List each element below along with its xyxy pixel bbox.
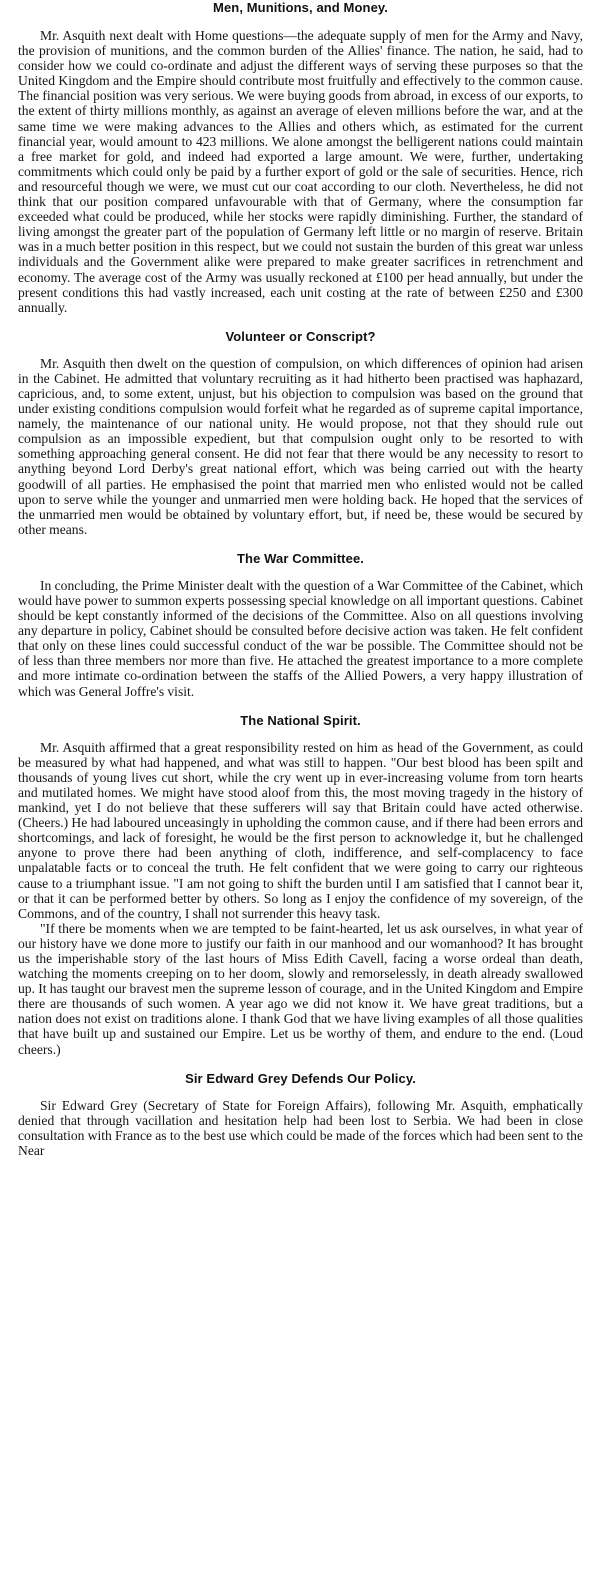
section-men-munitions-money [18,0,583,315]
section-heading: Sir Edward Grey Defends Our Policy. [185,1070,416,1086]
section-war-committee [18,551,583,699]
section-heading: The National Spirit. [240,712,361,728]
section-heading: Volunteer or Conscript? [225,328,376,344]
section-sir-edward-grey [18,1071,583,1158]
section-volunteer-or-conscript [18,329,583,537]
section-heading: Men, Munitions, and Money. [213,0,388,15]
section-national-spirit [18,713,583,1057]
paragraph: Mr. Asquith then dwelt on the question of compulsion, on which differences of opinion had arisen in the Cabinet. He admitted that voluntary recruiting as it had hitherto been practised was haphazard, capricious, and, to some extent, unjust, but his objection to compulsion was based on the ground that under existing conditions compulsion would forfeit what he regarded as of supreme capital importance, namely, the maintenance of our national unity. He would propose, not that they should rule out compulsion as an impossible expedient, but that compulsion ought only to be resorted to with something approaching general consent. He did not fear that there would be any necessity to resort to anything beyond Lord Derby's great national effort, which was being carried out with the hearty goodwill of all parties. He emphasised the point that married men who enlisted would not be called upon to serve while the younger and unmarried men were holding back. He hoped that the services of the unmarried men would be obtained by voluntary effort, but, if need be, these would be secured by other means. [18,355,583,537]
section-heading: The War Committee. [236,550,364,566]
paragraph: Mr. Asquith next dealt with Home questions—the adequate supply of men for the Army and Navy, the provision of munitions, and the common burden of the Allies' finance. The nation, he said, had to consider how we could co-ordinate and adjust the different ways of serving these purposes so that the United Kingdom and the Empire should contribute most fruitfully and effectively to the common cause. The financial position was very serious. We were buying goods from abroad, in excess of our exports, to the extent of thirty millions monthly, as against an average of eleven millions before the war, and at the same time we were making advances to the Allies and others which, as estimated for the current financial year, would amount to 423 millions. We alone amongst the belligerent nations could maintain a free market for gold, and indeed had exported a large amount. We were, further, undertaking commitments which could only be paid by a further export of gold or the sale of securities. Hence, rich and resourceful though we were, we must cut our coat according to our cloth. Nevertheless, he did not think that our position compared unfavourable with that of Germany, where the consumption far exceeded what could be produced, while her stocks were rapidly diminishing. Further, the standard of living amongst the greater part of the population of Germany left little or no margin of reserve. Britain was in a much better position in this respect, but we could not sustain the burden of this great war unless individuals and the Government alike were prepared to make greater sacrifices in retrenchment and economy. The average cost of the Army was usually reckoned at £100 per head annually, but under the present conditions this had vastly increased, each unit costing at the rate of between £250 and £300 annually. [18,28,583,315]
paragraph: Mr. Asquith affirmed that a great responsibility rested on him as head of the Government, as could be measured by what had happened, and what was still to happen. "Our best blood has been spilt and thousands of young lives cut short, while the cry went up in ever-increasing volume from torn hearts and mutilated homes. We might have stood aloof from this, the most moving tragedy in the history of mankind, yet I do not believe that these sufferers will say that Britain could have acted otherwise. (Cheers.) He had laboured unceasingly in upholding the common cause, and if there had been errors and shortcomings, and lack of foresight, he would be the first person to acknowledge it, but he challenged anyone to prove there had been anything of cloth, indifference, and self-complacency to face unpalatable facts or to conceal the truth. He felt confident that we were going to carry our righteous cause to a triumphant issue. "I am not going to shift the burden until I am satisfied that I cannot bear it, or that it can be performed better by others. So long as I enjoy the confidence of my sovereign, of the Commons, and of the country, I shall not surrender this heavy task. [18,739,583,921]
paragraph: "If there be moments when we are tempted to be faint-hearted, let us ask ourselves, in what year of our history have we done more to justify our faith in our manhood and our womanhood? It has brought us the imperishable story of the last hours of Miss Edith Cavell, facing a worse ordeal than death, watching the moments creeping on to her doom, slowly and remorselessly, in death already swallowed up. It has taught our bravest men the supreme lesson of courage, and in the United Kingdom and Empire there are thousands of such women. A year ago we did not know it. We have great traditions, but a nation does not exist on traditions alone. I thank God that we have living examples of all those qualities that have built up and sustained our Empire. Let us be worthy of them, and endure to the end. (Loud cheers.) [18,920,583,1057]
paragraph: Sir Edward Grey (Secretary of State for Foreign Affairs), following Mr. Asquith, emphatically denied that through vacillation and hesitation help had been lost to Serbia. We had been in close consultation with France as to the best use which could be made of the forces which had been sent to the Near [18,1097,583,1158]
paragraph: In concluding, the Prime Minister dealt with the question of a War Committee of the Cabinet, which would have power to summon experts possessing special knowledge on all important questions. Cabinet should be kept constantly informed of the decisions of the Committee. Also on all questions involving any departure in policy, Cabinet should be consulted before decisive action was taken. He felt confident that only on these lines could successful conduct of the war be possible. The Committee should not be of less than three members nor more than five. He attached the greatest importance to a more complete and more intimate co-ordination between the staffs of the Allied Powers, a very happy illustration of which was General Joffre's visit. [18,577,583,699]
